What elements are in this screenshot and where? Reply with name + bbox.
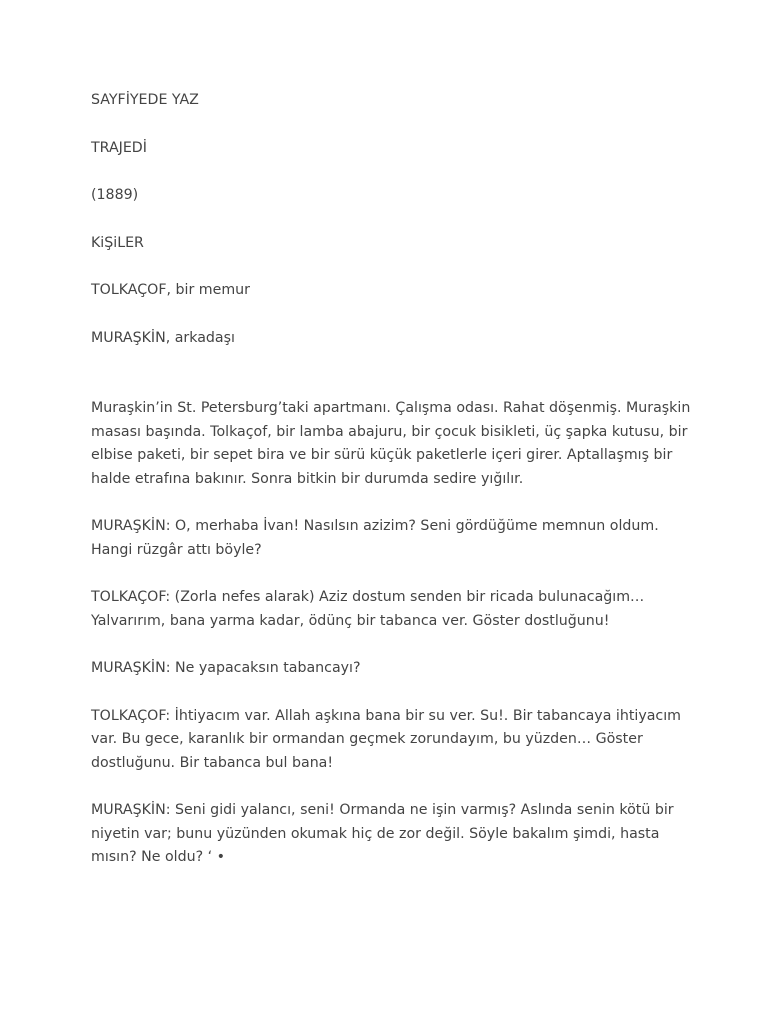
characters-heading: KiŞiLER [91,234,144,251]
dialogue-paragraph: MURAŞKİN: Ne yapacaksın tabancayı? [91,660,361,676]
stage-direction: Muraşkin’in St. Petersburg’taki apartmanı. Çalışma odası. Rahat döşenmiş. Muraşkin masası başında. Tolkaçof, bir lamba abajuru, bir çocuk bisikleti, üç şapka kutusu, bir elbise paketi, bir sepet bira ve bir sürü küçük paketlerle içeri girer. Aptallaşmış bir halde etrafına bakınır. Sonra bitkin bir durumda sedire yığılır. [91,400,691,487]
play-genre: TRAJEDİ [91,139,147,156]
dialogue-paragraph: MURAŞKİN: O, merhaba İvan! Nasılsın azizim? Seni gördüğüme memnun oldum. Hangi rüzgâr attı böyle? [91,518,659,558]
play-year: (1889) [91,187,139,203]
character-entry: MURAŞKİN, arkadaşı [91,329,235,346]
dialogue-paragraph: TOLKAÇOF: (Zorla nefes alarak) Aziz dostum senden bir ricada bulunacağım… Yalvarırım, bana yarma kadar, ödünç bir tabanca ver. Göster dostluğunu! [91,589,645,629]
document-page [91,89,691,894]
dialogue-paragraph: TOLKAÇOF: İhtiyacım var. Allah aşkına bana bir su ver. Su!. Bir tabancaya ihtiyacım var. Bu gece, karanlık bir ormandan geçmek zorundayım, bu yüzden… Göster dostluğunu. Bir tabanca bul bana! [91,707,681,771]
section-spacer [91,350,691,397]
character-entry: TOLKAÇOF, bir memur [91,282,250,298]
play-title: SAYFİYEDE YAZ [91,92,199,108]
dialogue-paragraph: MURAŞKİN: Seni gidi yalancı, seni! Ormanda ne işin varmış? Aslında senin kötü bir niyetin var; bunu yüzünden okumak hiç de zor değil. Söyle bakalım şimdi, hasta mısın? Ne oldu? ‘ • [91,802,674,865]
